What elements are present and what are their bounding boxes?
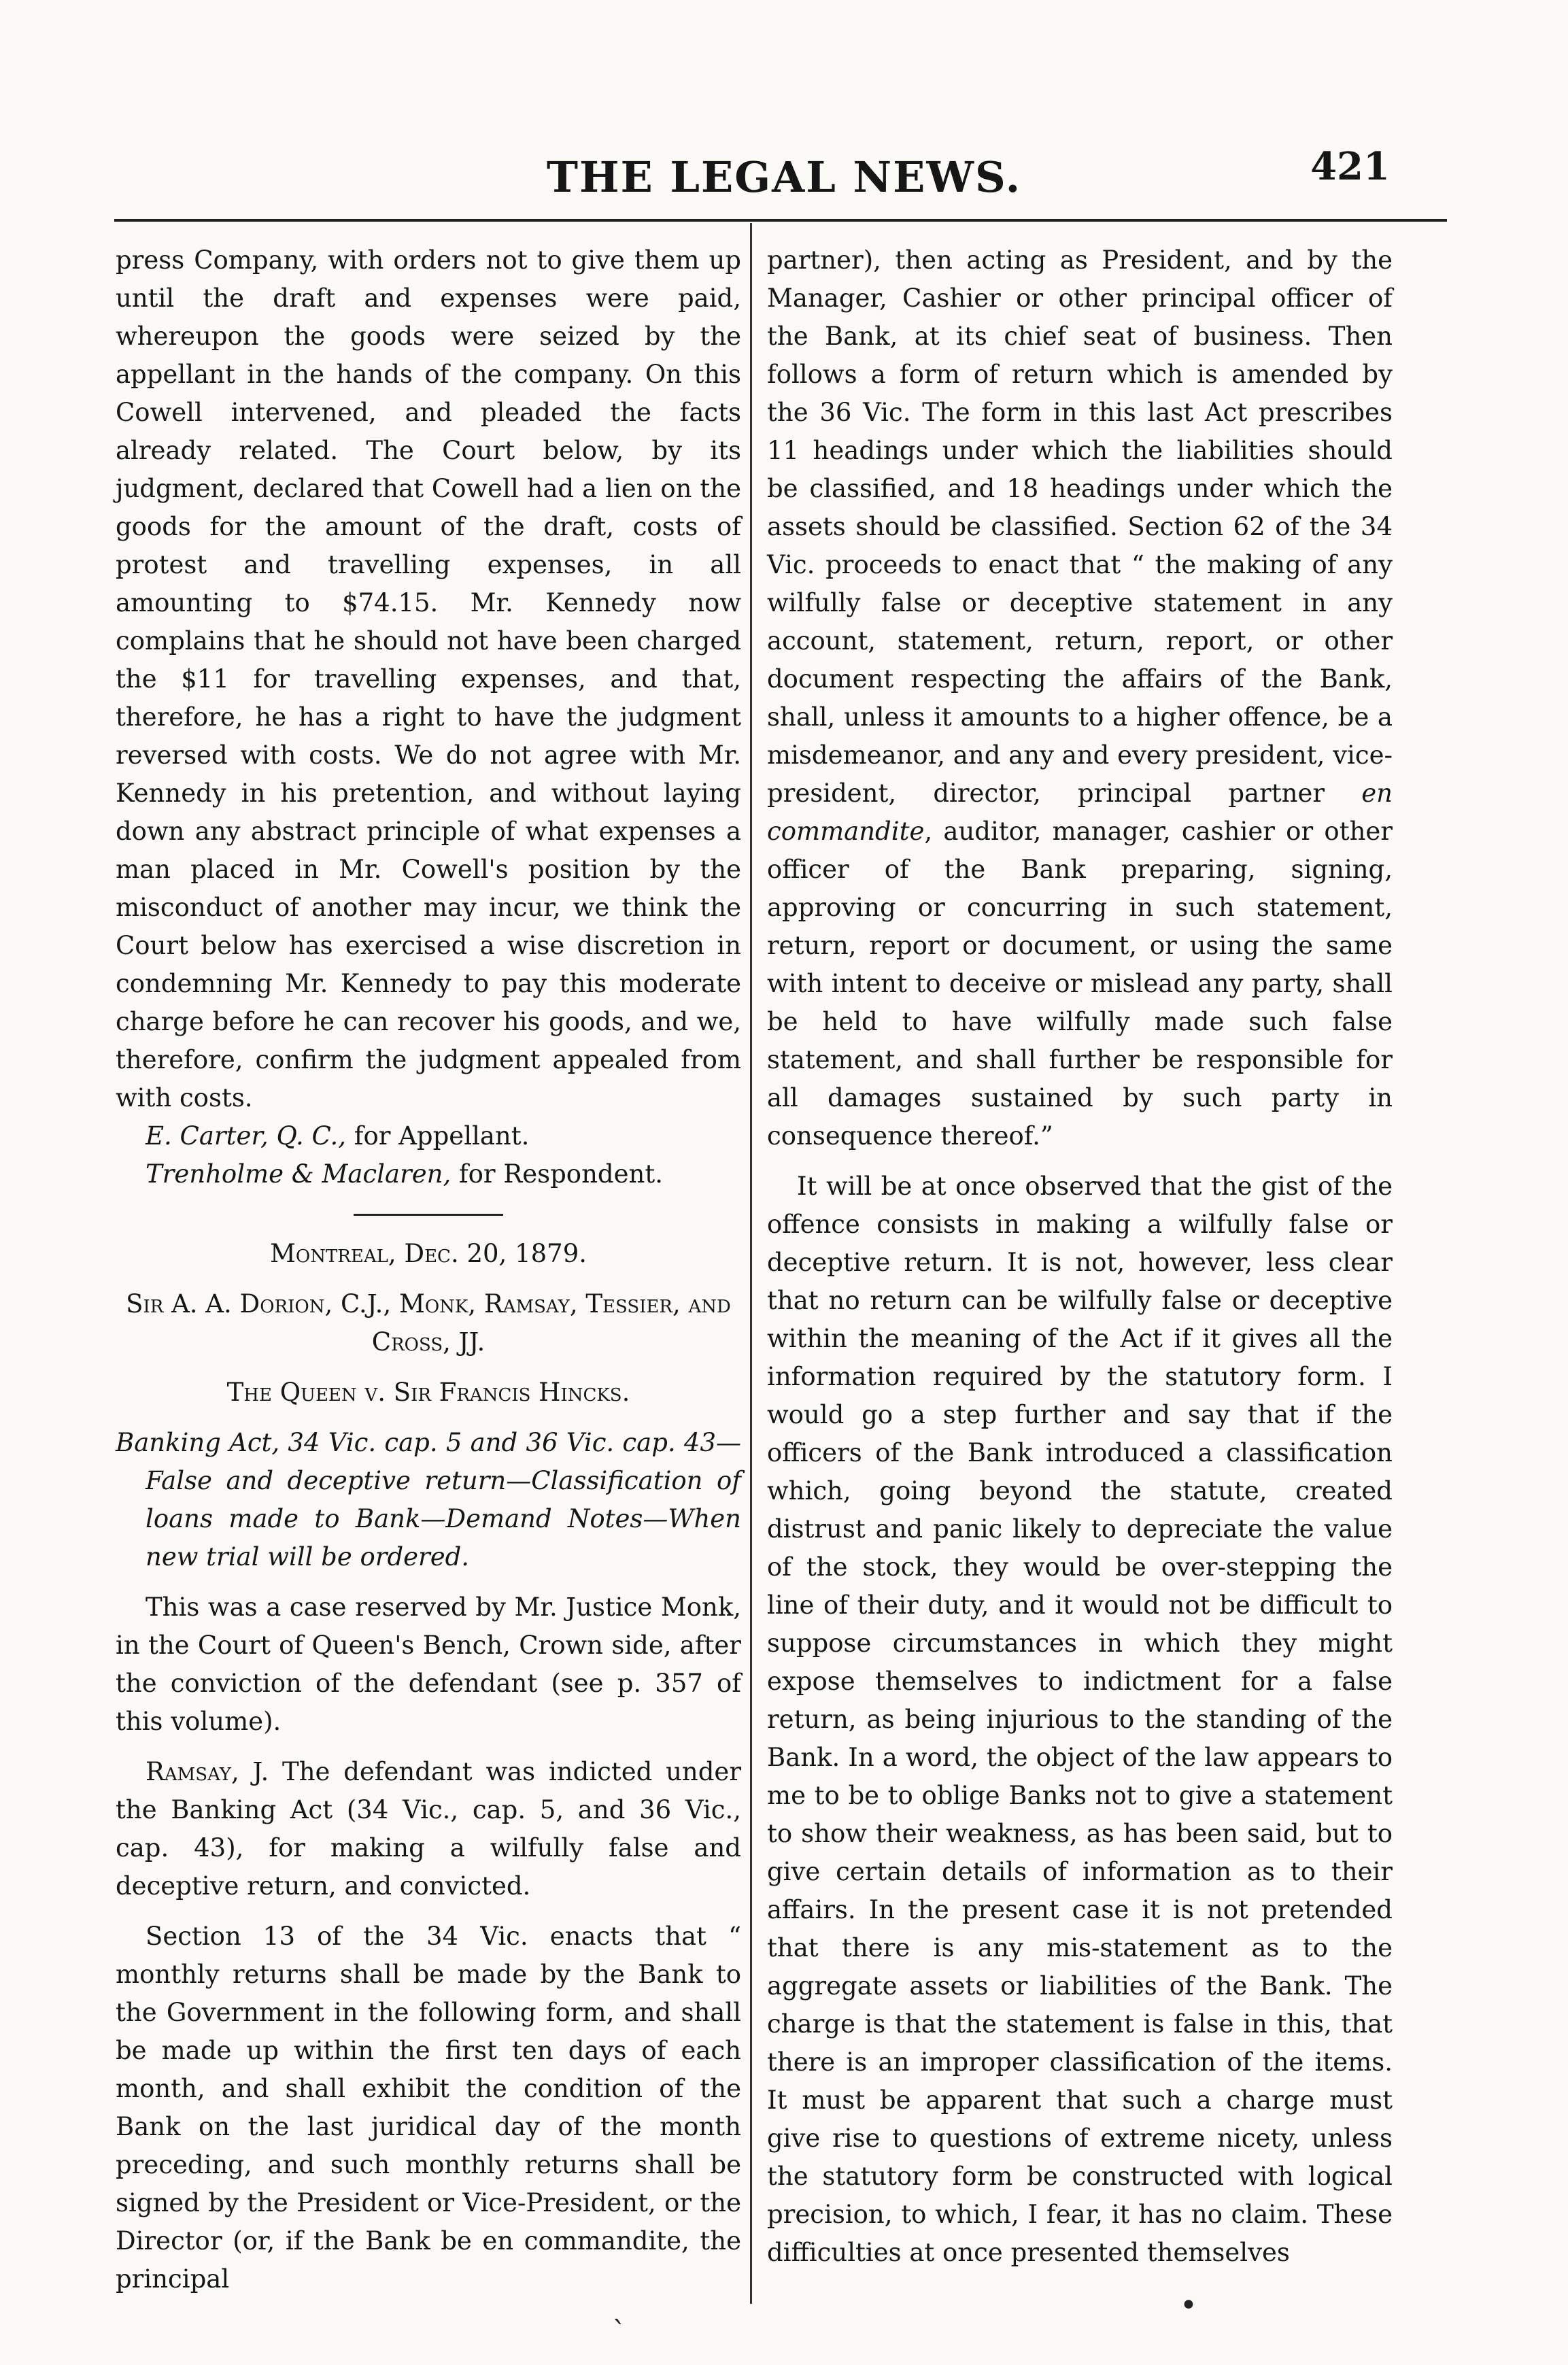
left-paragraph-continued: press Company, with orders not to give them up until the draft and expenses were paid, whereupon the goods were seized by the appellant in the hands of the company. On this Cowell intervened, and pleaded the facts already related. The Court below, by its judgment, declared that Cowell had a lien on the goods for the amount of the draft, costs of protest and travelling expenses, in all amounting to $74.15. Mr. Kennedy now complains that he should not have been charged the $11 for travelling expenses, and that, therefore, he has a right to have the judgment reversed with costs. We do not agree with Mr. Kennedy in his pretention, and without laying down any abstract principle of what expenses a man placed in Mr. Cowell's position by the misconduct of another may incur, we think the Court below has exercised a wise discretion in condemning Mr. Kennedy to pay this moderate charge before he can recover his goods, and we, therefore, confirm the judgment appealed from with costs. xyxy=(116,245,741,1112)
bench-list: Sir A. A. Dorion, C.J., Monk, Ramsay, Tessier, and Cross, JJ. xyxy=(126,1289,731,1357)
left-paragraph-section13: Section 13 of the 34 Vic. enacts that “ monthly returns shall be made by the Bank to the Government in the following form, and shall be made up within the first ten days of each month, and shall exhibit the condition of the Bank on the last juridical day of the month preceding, and such monthly returns shall be signed by the President or Vice-President, or the Director (or, if the Bank be en commandite, the principal xyxy=(116,1922,741,2294)
left-column xyxy=(116,241,741,2298)
right-paragraph-continued-a: partner), then acting as President, and by the Manager, Cashier or other principal officer of the Bank, at its chief seat of business. Then follows a form of return which is amended by the 36 Vic. The form in this last Act prescribes 11 headings under which the liabilities should be classified, and 18 headings under which the assets should be classified. Section 62 of the 34 Vic. proceeds to enact that “ the making of any wilfully false or deceptive statement in any account, statement, return, report, or other document respecting the affairs of the Bank, shall, unless it amounts to a higher offence, be a misdemeanor, and any and every president, vice-president, director, principal partner xyxy=(767,245,1393,808)
counsel-appellant-name: E. Carter, Q. C., xyxy=(146,1121,347,1151)
ink-speck-mark: ` xyxy=(612,2315,627,2350)
left-paragraph-ramsay-text: The defendant was indicted under the Banking Act (34 Vic., cap. 5, and 36 Vic., cap. 43), for making a wilfully false and deceptive return, and convicted. xyxy=(116,1757,742,1901)
headnote: Banking Act, 34 Vic. cap. 5 and 36 Vic. cap. 43— False and deceptive return—Classification of loans made to Bank—Demand Notes—When new trial will be ordered. xyxy=(116,1428,741,1571)
right-paragraph-continued-b: , auditor, manager, cashier or other officer of the Bank preparing, signing, approving or concurring in such statement, return, report or document, or using the same with intent to deceive or mislead any party, shall be held to have wilfully made such false statement, and shall further be responsible for all damages sustained by such party in consequence thereof.” xyxy=(767,817,1393,1151)
counsel-respondent-role: for Respondent. xyxy=(451,1159,663,1189)
ink-dot-mark: • xyxy=(1180,2288,1197,2323)
page-number: 421 xyxy=(1310,144,1390,189)
counsel-respondent xyxy=(116,1155,741,1193)
right-paragraph-gist: It will be at once observed that the gist of the offence consists in making a wilfully false or deceptive return. It is not, however, less clear that no return can be wilfully false or deceptive within the meaning of the Act if it gives all the information required by the statutory form. I would go a step further and say that if the officers of the Bank introduced a classification which, going beyond the statute, created distrust and panic likely to depreciate the value of the stock, they would be over-stepping the line of their duty, and it would not be difficult to suppose circumstances in which they might expose themselves to indictment for a false return, as being injurious to the standing of the Bank. In a word, the object of the law appears to me to be to oblige Banks not to give a statement to show their weakness, as has been said, but to give certain details of information as to their affairs. In the present case it is not pretended that there is any mis-statement as to the aggregate assets or liabilities of the Bank. The charge is that the statement is false in this, that there is an improper classification of the items. It must be apparent that such a charge must give rise to questions of extreme nicety, unless the statutory form be constructed with logical precision, to which, I fear, it has no claim. These difficulties at once presented themselves xyxy=(767,1172,1393,2267)
counsel-appellant-role: for Appellant. xyxy=(346,1121,530,1151)
running-head-title: THE LEGAL NEWS. xyxy=(546,152,1022,202)
judge-name: Ramsay, J. xyxy=(146,1757,269,1786)
section-rule xyxy=(354,1214,503,1216)
counsel-appellant xyxy=(116,1117,741,1155)
left-paragraph-reserved: This was a case reserved by Mr. Justice Monk, in the Court of Queen's Bench, Crown side, after the conviction of the defendant (see p. 357 of this volume). xyxy=(116,1593,741,1736)
right-column xyxy=(767,241,1393,2272)
counsel-respondent-name: Trenholme & Maclaren, xyxy=(146,1159,451,1189)
column-divider xyxy=(750,223,752,2304)
right-paragraph-continued xyxy=(767,241,1393,1155)
right-paragraph-italic-term: en commandite xyxy=(767,779,1393,846)
header-rule xyxy=(114,219,1447,222)
left-paragraph-ramsay xyxy=(116,1753,741,1905)
dateline: Montreal, Dec. 20, 1879. xyxy=(270,1239,587,1268)
case-title: The Queen v. Sir Francis Hincks. xyxy=(226,1378,630,1407)
